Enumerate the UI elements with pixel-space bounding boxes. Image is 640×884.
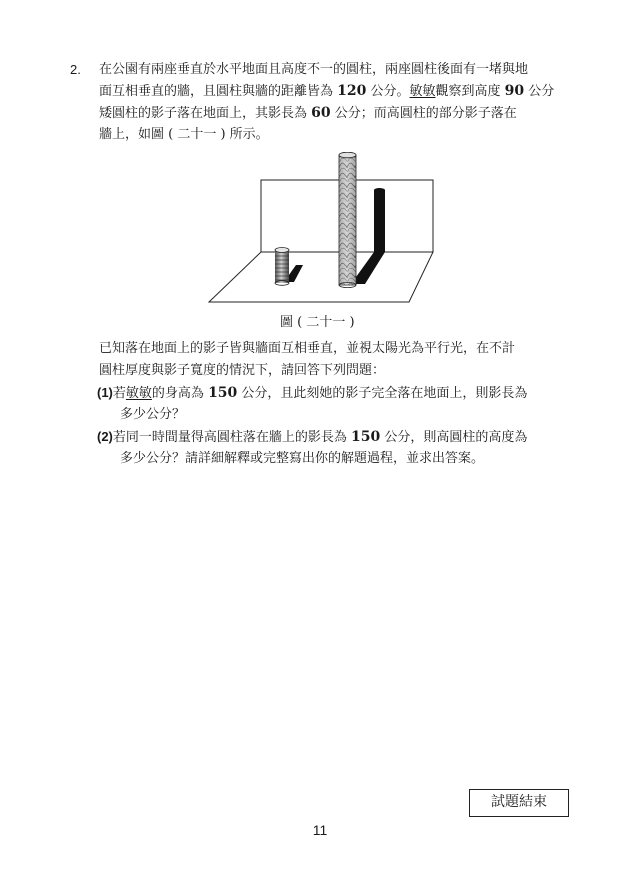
question-text-line-4: 牆上，如圖 ( 二十一 ) 所示。 (99, 127, 269, 142)
subquestion-1-line-2: 多少公分？ (120, 407, 186, 422)
question-text-line-3: 矮圓柱的影子落在地面上，其影長為 60 公分；而高圓柱的部分影子落在 (99, 105, 517, 121)
short-pillar-height: 90 (504, 83, 525, 99)
question-number: 2. (70, 62, 81, 77)
height-value: 150 (208, 385, 238, 401)
short-pillar (275, 250, 289, 283)
exam-end-box: 試題結束 (469, 789, 569, 817)
subquestion-1-number: (1) (97, 385, 113, 400)
distance-value: 120 (337, 83, 367, 99)
figure-caption: 圖 ( 二十一 ) (280, 315, 355, 330)
subquestion-1-line-1: (1)若敏敏的身高為 150 公分，且此刻她的影子完全落在地面上，則影長為 (97, 385, 528, 401)
question-text-line-1: 在公園有兩座垂直於水平地面且高度不一的圓柱，兩座圓柱後面有一堵與地 (99, 62, 529, 77)
tall-pillar-wall-shadow (374, 190, 385, 252)
page-number: 11 (312, 822, 328, 838)
subquestion-2-number: (2) (97, 429, 113, 444)
figure-21 (205, 152, 445, 310)
ground (209, 252, 433, 302)
prompt-line-1: 已知落在地面上的影子皆與牆面互相垂直，並視太陽光為平行光，在不計 (99, 341, 516, 356)
name-minmin: 敏敏 (409, 84, 436, 99)
shadow-length: 60 (311, 105, 331, 121)
name-minmin-sub1: 敏敏 (125, 386, 152, 401)
subquestion-2-line-2: 多少公分？請詳細解釋或完整寫出你的解題過程，並求出答案。 (120, 451, 485, 466)
prompt-line-2: 圓柱厚度與影子寬度的情況下，請回答下列問題： (99, 363, 386, 378)
question-text-line-2: 面互相垂直的牆，且圓柱與牆的距離皆為 120 公分。敏敏觀察到高度 90 公分 (99, 83, 555, 99)
subquestion-2-line-1: (2)若同一時間量得高圓柱落在牆上的影長為 150 公分，則高圓柱的高度為 (97, 429, 528, 445)
wall-shadow-value: 150 (351, 429, 381, 445)
